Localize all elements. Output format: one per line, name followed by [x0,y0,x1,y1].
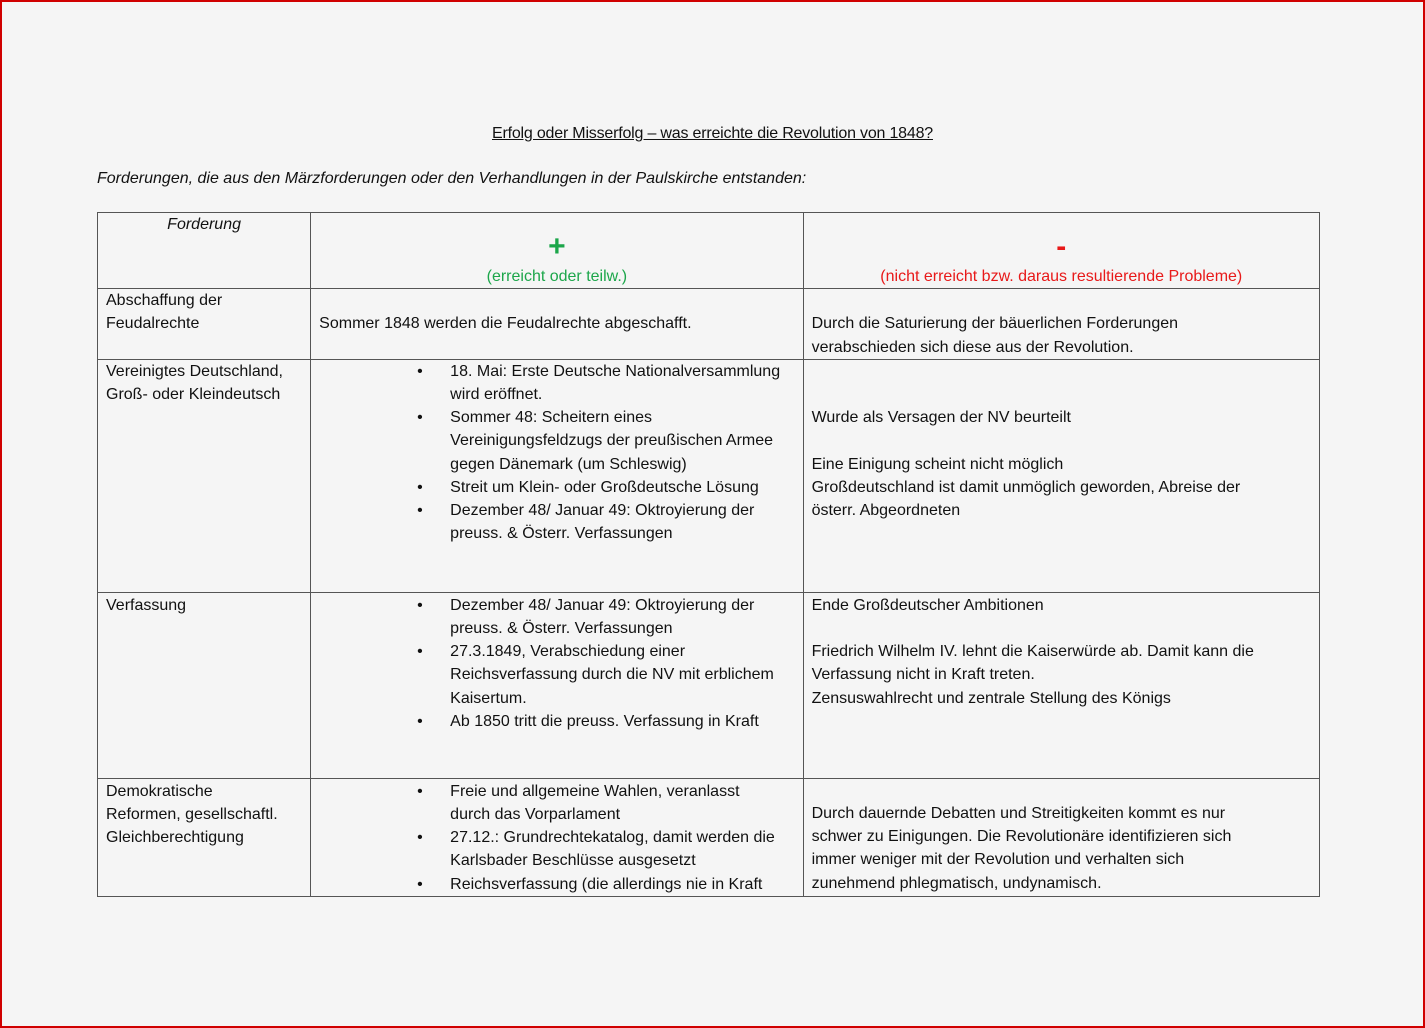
comparison-table [97,212,1320,897]
document-subtitle: Forderungen, die aus den Märzforderungen oder den Verhandlungen in der Paulskirche entstanden: [97,170,807,187]
forderung-line: Feudalrechte [106,315,200,333]
bullet-item: • Sommer 48: Scheitern eines Vereinigungsfeldzugs der preußischen Armee gegen Dänemark (um Schleswig) [450,406,794,476]
table-row [98,592,1320,778]
header-minus-label: (nicht erreicht bzw. daraus resultierende Probleme) [880,268,1243,285]
forderung-line: Vereinigtes Deutschland, [106,362,283,380]
minus-line: Friedrich Wilhelm IV. lehnt die Kaiserwürde ab. Damit kann die [811,643,1254,661]
forderung-cell [98,289,311,360]
forderung-cell [98,359,311,592]
forderung-line: Groß- oder Kleindeutsch [106,386,281,403]
minus-cell [803,289,1319,360]
plus-bullet-list [319,593,794,733]
bullet-item: • Reichsverfassung (die allerdings nie in Kraft [450,873,794,896]
minus-line: Durch dauernde Debatten und Streitigkeiten kommt es nur [811,804,1226,822]
minus-line: Großdeutschland ist damit unmöglich geworden, Abreise der [811,478,1241,496]
forderung-line: Verfassung [106,596,187,614]
plus-cell [311,359,803,592]
header-minus-cell [803,213,1319,289]
forderung-line: Gleichberechtigung [106,829,244,847]
header-plus-cell [311,213,803,289]
bullet-item: • Dezember 48/ Januar 49: Oktroyierung der preuss. & Österr. Verfassungen [450,594,794,640]
bullet-item: • Ab 1850 tritt die preuss. Verfassung in Kraft [450,710,794,733]
forderung-cell [98,592,311,778]
minus-line: Zensuswahlrecht und zentrale Stellung des Königs [811,689,1171,707]
minus-symbol: - [1056,230,1067,263]
bullet-item: • 27.12.: Grundrechtekatalog, damit werden die Karlsbader Beschlüsse ausgesetzt [450,826,794,872]
header-plus-label: (erreicht oder teilw.) [486,268,628,285]
minus-cell [803,359,1319,592]
plus-text: Sommer 1848 werden die Feudalrechte abgeschafft. [319,315,692,333]
bullet-item: • 27.3.1849, Verabschiedung einer Reichsverfassung durch die NV mit erblichem Kaisertum. [450,640,794,710]
table-row [98,289,1320,360]
minus-line: zunehmend phlegmatisch, undynamisch. [811,874,1102,892]
plus-cell [311,778,803,896]
table-row [98,778,1320,896]
forderung-line: Demokratische [106,782,213,800]
header-forderung: Forderung [98,213,311,289]
forderung-cell [98,778,311,896]
minus-line: Durch die Saturierung der bäuerlichen Forderungen [811,315,1179,333]
minus-line: verabschieden sich diese aus der Revolution. [811,338,1134,356]
bullet-item: • Freie und allgemeine Wahlen, veranlasst durch das Vorparlament [450,780,794,826]
bullet-item: • 18. Mai: Erste Deutsche Nationalversammlung wird eröffnet. [450,360,794,406]
plus-cell [311,289,803,360]
minus-cell [803,592,1319,778]
minus-line: österr. Abgeordneten [811,501,961,519]
plus-bullet-list [319,360,794,546]
minus-line: Verfassung nicht in Kraft treten. [811,666,1035,684]
bullet-item: • Dezember 48/ Januar 49: Oktroyierung der preuss. & Österr. Verfassungen [450,499,794,545]
plus-cell [311,592,803,778]
table-row [98,359,1320,592]
minus-line: Wurde als Versagen der NV beurteilt [811,409,1071,427]
table-header-row [98,213,1320,289]
forderung-line: Reformen, gesellschaftl. [106,806,278,823]
minus-line: immer weniger mit der Revolution und verhalten sich [811,851,1185,869]
minus-line: Ende Großdeutscher Ambitionen [811,596,1044,614]
plus-symbol: + [548,230,566,263]
bullet-item: • Streit um Klein- oder Großdeutsche Lösung [450,476,794,499]
forderung-line: Abschaffung der [106,292,223,310]
minus-cell [803,778,1319,896]
document-title: Erfolg oder Misserfolg – was erreichte die Revolution von 1848? [492,125,933,142]
plus-bullet-list [319,779,794,896]
minus-line: schwer zu Einigungen. Die Revolutionäre identifizieren sich [811,828,1232,846]
minus-line: Eine Einigung scheint nicht möglich [811,455,1064,473]
